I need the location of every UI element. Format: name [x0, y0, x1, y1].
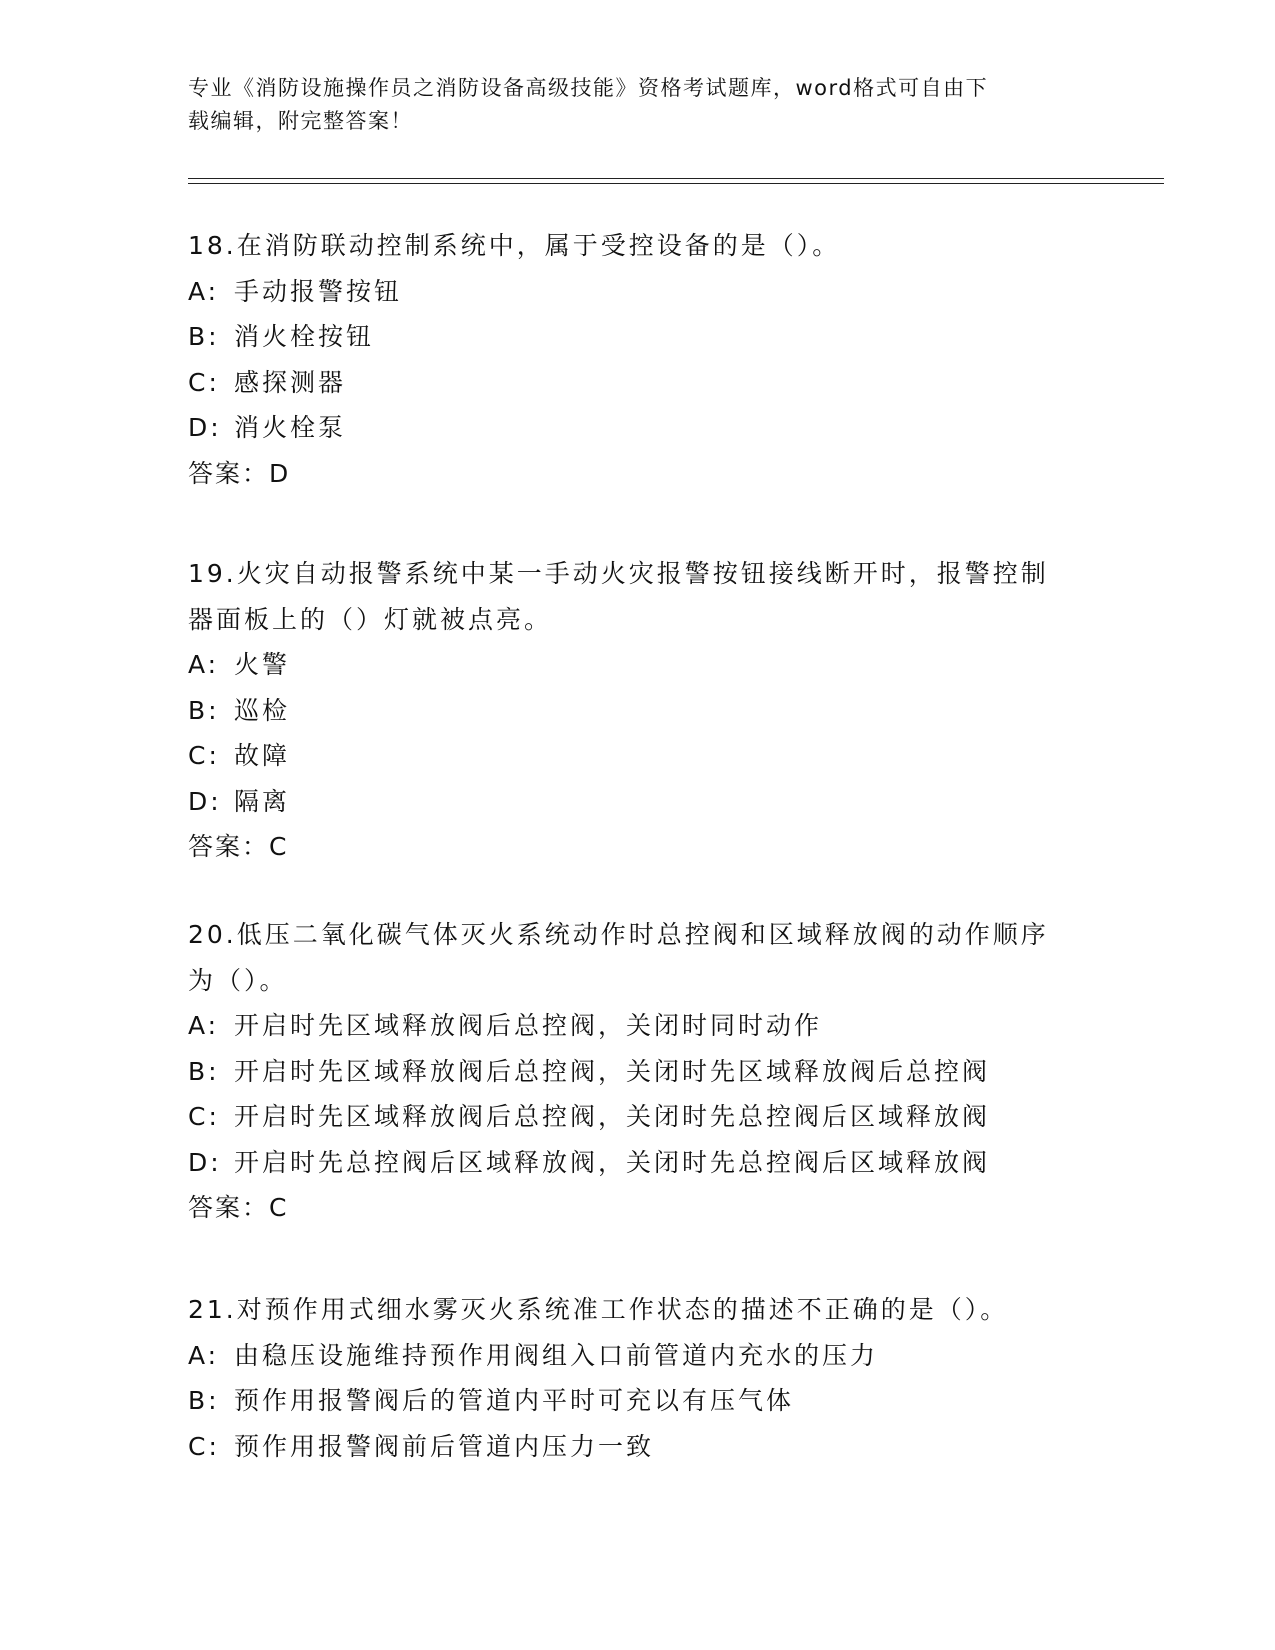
question-21: [188, 1287, 1088, 1469]
answer: 答案：D: [188, 458, 291, 488]
option-key: C:: [188, 741, 220, 770]
option-c: [188, 360, 1088, 406]
option-a: [188, 1333, 1088, 1379]
option-key: A:: [188, 276, 220, 306]
header-line-1: 专业《消防设施操作员之消防设备高级技能》资格考试题库，word格式可自由下: [188, 76, 989, 100]
option-key: C:: [188, 367, 220, 397]
option-text: 开启时先区域释放阀后总控阀，关闭时先总控阀后区域释放阀: [234, 1102, 991, 1131]
question-stem-line-1: 20.低压二氧化碳气体灭火系统动作时总控阀和区域释放阀的动作顺序: [188, 920, 1049, 949]
option-b: [188, 314, 1088, 360]
option-text: 预作用报警阀前后管道内压力一致: [234, 1431, 655, 1461]
answer: 答案：C: [188, 1193, 289, 1222]
question-20: [188, 912, 1088, 1231]
question-stem: 18.在消防联动控制系统中，属于受控设备的是（）。: [188, 231, 841, 260]
question-stem: 21.对预作用式细水雾灭火系统准工作状态的描述不正确的是（）。: [188, 1295, 1009, 1324]
question-stem-line-2: 为（）。: [188, 965, 288, 995]
option-text: 感探测器: [234, 367, 347, 397]
option-text: 由稳压设施维持预作用阀组入口前管道内充水的压力: [234, 1340, 879, 1370]
option-key: B:: [188, 695, 220, 725]
option-key: A:: [188, 650, 220, 679]
option-text: 隔离: [234, 786, 291, 816]
header-divider-bottom: [188, 183, 1164, 184]
option-key: C:: [188, 1102, 220, 1131]
question-19: [188, 551, 1088, 870]
option-d: [188, 405, 1088, 451]
question-stem-line-2: 器面板上的（）灯就被点亮。: [188, 604, 553, 634]
header-line-2: 载编辑，附完整答案！: [188, 109, 413, 133]
option-text: 故障: [234, 741, 291, 770]
option-c: [188, 1094, 1088, 1140]
answer: 答案：C: [188, 832, 289, 861]
option-key: C:: [188, 1431, 220, 1461]
option-b: [188, 1049, 1088, 1095]
option-text: 开启时先区域释放阀后总控阀，关闭时同时动作: [234, 1011, 823, 1040]
option-text: 巡检: [234, 695, 291, 725]
option-key: D:: [188, 413, 222, 442]
option-d: [188, 1140, 1088, 1186]
option-a: [188, 269, 1088, 315]
option-b: [188, 1378, 1088, 1424]
option-text: 预作用报警阀后的管道内平时可充以有压气体: [234, 1386, 795, 1415]
option-key: B:: [188, 322, 220, 351]
question-stem-line-1: 19.火灾自动报警系统中某一手动火灾报警按钮接线断开时，报警控制: [188, 559, 1049, 588]
option-a: [188, 642, 1088, 688]
option-text: 火警: [234, 650, 291, 679]
document-header: [188, 72, 1088, 138]
option-c: [188, 1424, 1088, 1470]
header-divider-top: [188, 178, 1164, 179]
option-a: [188, 1003, 1088, 1049]
option-key: D:: [188, 786, 222, 816]
question-18: [188, 223, 1088, 496]
option-key: B:: [188, 1056, 220, 1086]
option-text: 消火栓按钮: [234, 322, 375, 351]
option-key: B:: [188, 1386, 220, 1415]
option-key: A:: [188, 1011, 220, 1040]
option-b: [188, 688, 1088, 734]
option-text: 开启时先总控阀后区域释放阀，关闭时先总控阀后区域释放阀: [234, 1147, 991, 1177]
option-key: A:: [188, 1340, 220, 1370]
option-d: [188, 779, 1088, 825]
option-text: 手动报警按钮: [234, 276, 403, 306]
option-c: [188, 733, 1088, 779]
option-text: 消火栓泵: [234, 413, 347, 442]
option-text: 开启时先区域释放阀后总控阀，关闭时先区域释放阀后总控阀: [234, 1056, 991, 1086]
option-key: D:: [188, 1147, 222, 1177]
